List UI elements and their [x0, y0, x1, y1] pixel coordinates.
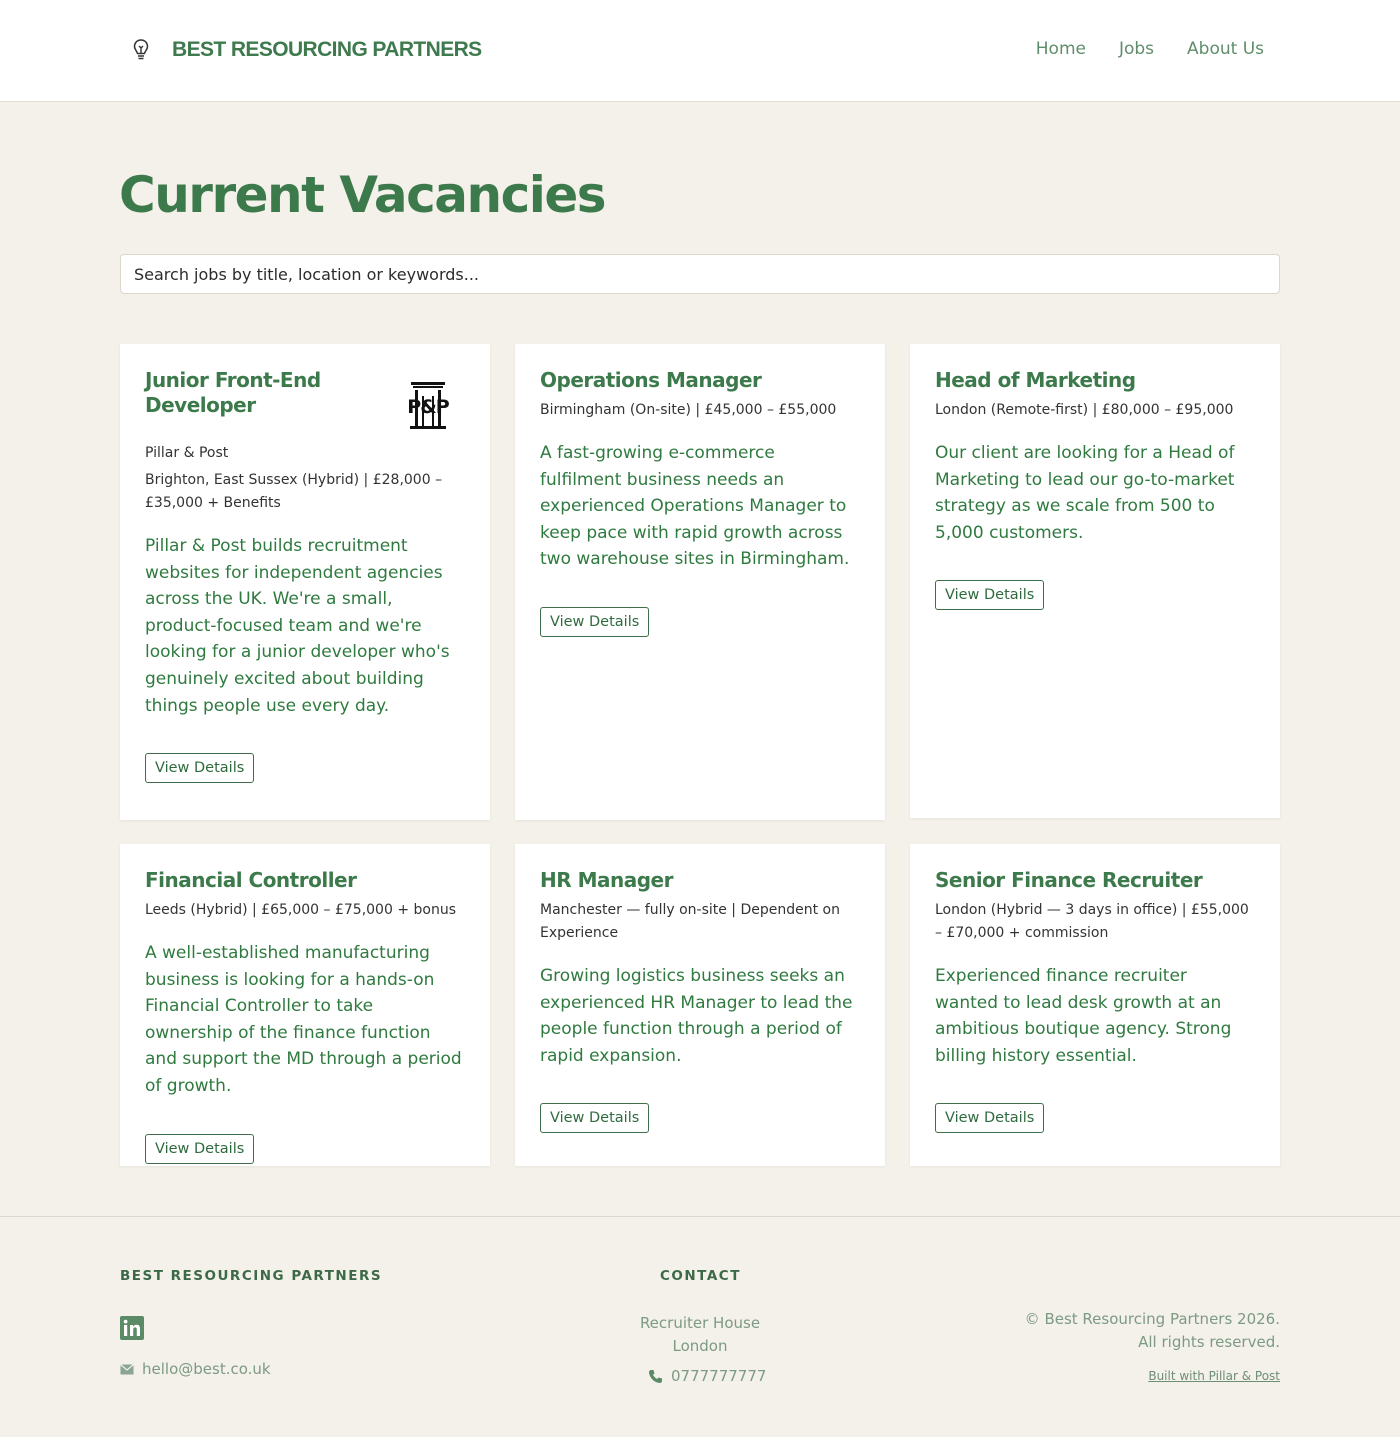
job-description: Pillar & Post builds recruitment websites for independent agencies across the UK. We're a small, product-focused team and we're looking for a junior developer who's genuinely excited about building things people use every day. — [145, 536, 450, 716]
job-card — [120, 344, 490, 820]
contact-address — [600, 1312, 800, 1358]
job-meta-line: Brighton, East Sussex (Hybrid) | £28,000 – — [145, 472, 443, 488]
email-link[interactable]: hello@best.co.uk — [142, 1360, 271, 1378]
job-meta: Birmingham (On-site) | £45,000 – £55,000 — [540, 402, 837, 418]
job-meta-line: Experience — [540, 925, 619, 941]
address-line: Recruiter House — [639, 1314, 761, 1332]
job-card — [120, 844, 490, 1166]
phone-number[interactable]: 0777777777 — [671, 1367, 767, 1385]
job-search-input[interactable] — [120, 254, 1280, 294]
job-title-line: Junior Front-End — [145, 368, 321, 392]
phone-icon — [648, 1369, 663, 1384]
job-description: A well-established manufacturing business is looking for a hands-on Financial Controller to take ownership of the finance function and support the MD through a period of growth. — [145, 943, 462, 1096]
view-details-button[interactable]: View Details — [935, 580, 1044, 610]
site-footer — [0, 1216, 1400, 1437]
copyright-line: All rights reserved. — [1138, 1333, 1280, 1351]
site-header — [0, 0, 1400, 102]
view-details-button[interactable]: View Details — [935, 1103, 1044, 1133]
job-meta-line: – £70,000 + commission — [935, 925, 1109, 941]
lightbulb-icon — [132, 38, 150, 62]
company-name: Pillar & Post — [145, 445, 229, 461]
job-meta: Leeds (Hybrid) | £65,000 – £75,000 + bonus — [145, 902, 456, 918]
job-meta — [540, 899, 860, 945]
job-description: A fast-growing e-commerce fulfilment business needs an experienced Operations Manager to keep pace with rapid growth across two warehouse sites in Birmingham. — [540, 443, 850, 570]
copyright — [1025, 1308, 1280, 1354]
job-title[interactable]: HR Manager — [540, 868, 673, 892]
company-logo — [402, 382, 454, 430]
job-card — [910, 844, 1280, 1166]
job-card — [515, 844, 885, 1166]
job-card — [910, 344, 1280, 818]
job-title[interactable]: Head of Marketing — [935, 368, 1136, 392]
job-title[interactable]: Financial Controller — [145, 868, 357, 892]
nav-about-us[interactable]: About Us — [1187, 39, 1264, 59]
job-title-line: Developer — [145, 393, 256, 417]
main-nav — [1036, 39, 1264, 59]
job-meta-line: London (Hybrid — 3 days in office) | £55,000 — [935, 902, 1249, 918]
job-title[interactable]: Senior Finance Recruiter — [935, 868, 1203, 892]
copyright-line: © Best Resourcing Partners 2026. — [1024, 1310, 1280, 1328]
job-meta-line: £35,000 + Benefits — [145, 495, 281, 511]
company-logo-text: P&P — [407, 396, 449, 418]
brand-name: BEST RESOURCING PARTNERS — [172, 38, 482, 61]
job-description: Growing logistics business seeks an experienced HR Manager to lead the people function through a period of rapid expansion. — [540, 966, 853, 1066]
view-details-button[interactable]: View Details — [145, 753, 254, 783]
view-details-button[interactable]: View Details — [540, 1103, 649, 1133]
job-card — [515, 344, 885, 820]
contact-heading: CONTACT — [660, 1268, 741, 1284]
job-meta-line: Manchester — fully on-site | Dependent on — [540, 902, 840, 918]
job-title[interactable]: Operations Manager — [540, 368, 762, 392]
brand[interactable] — [132, 38, 482, 62]
job-description: Our client are looking for a Head of Marketing to lead our go-to-market strategy as we scale from 500 to 5,000 customers. — [935, 443, 1235, 543]
nav-jobs[interactable]: Jobs — [1118, 39, 1155, 59]
contact-phone[interactable] — [648, 1367, 766, 1385]
page-title: Current Vacancies — [119, 166, 606, 224]
built-with-link[interactable]: Built with Pillar & Post — [1148, 1369, 1280, 1383]
view-details-button[interactable]: View Details — [145, 1134, 254, 1164]
job-description: Experienced finance recruiter wanted to lead desk growth at an ambitious boutique agency. Strong billing history essential. — [935, 966, 1232, 1066]
job-meta — [935, 899, 1255, 945]
footer-email[interactable] — [120, 1360, 271, 1378]
address-line: London — [672, 1337, 728, 1355]
footer-brand: BEST RESOURCING PARTNERS — [120, 1268, 383, 1284]
mail-icon — [120, 1364, 134, 1375]
linkedin-icon[interactable] — [120, 1316, 144, 1340]
nav-home[interactable]: Home — [1035, 39, 1086, 59]
job-meta: London (Remote-first) | £80,000 – £95,000 — [935, 402, 1234, 418]
job-meta — [145, 469, 465, 515]
view-details-button[interactable]: View Details — [540, 607, 649, 637]
